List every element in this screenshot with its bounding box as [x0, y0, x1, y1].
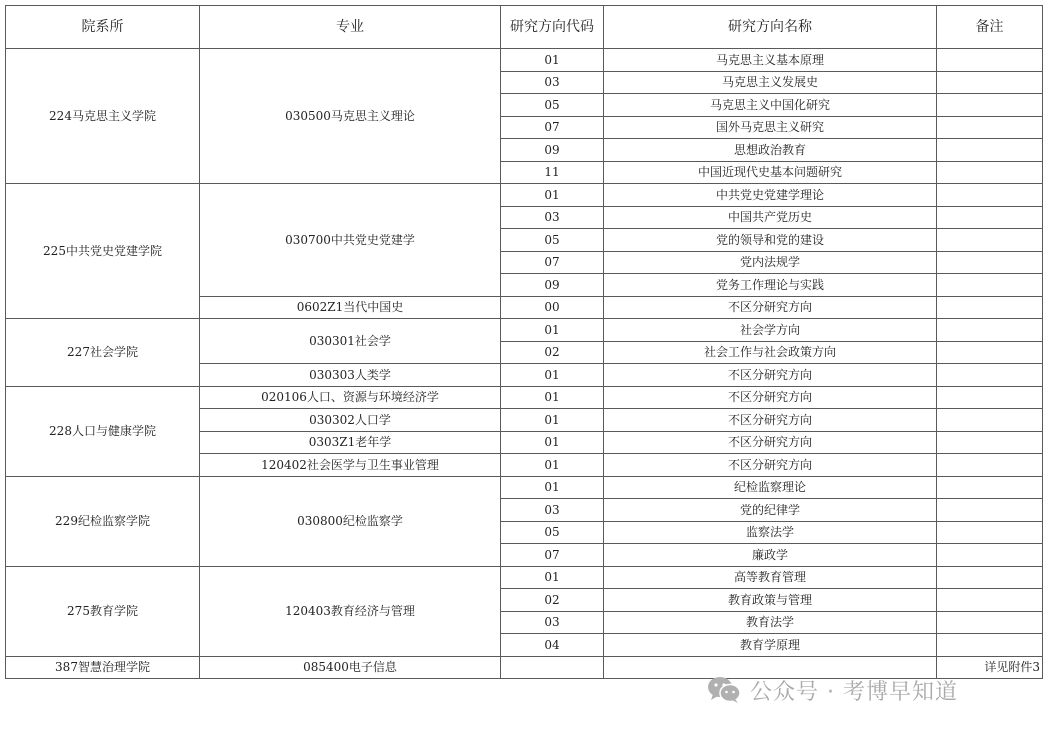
note-cell [937, 521, 1043, 544]
direction-code-cell: 01 [501, 454, 604, 477]
direction-name-cell: 国外马克思主义研究 [604, 116, 937, 139]
major-cell: 120402社会医学与卫生事业管理 [200, 454, 501, 477]
dept-cell: 225中共党史党建学院 [6, 184, 200, 319]
direction-name-cell: 社会学方向 [604, 319, 937, 342]
direction-name-cell: 马克思主义发展史 [604, 71, 937, 94]
direction-code-cell: 05 [501, 229, 604, 252]
note-cell [937, 634, 1043, 657]
table-row [6, 319, 1043, 342]
dept-cell: 227社会学院 [6, 319, 200, 387]
table-body [6, 49, 1043, 679]
header-major: 专业 [200, 6, 501, 49]
watermark-text: 公众号 · 考博早知道 [750, 679, 958, 705]
direction-code-cell: 01 [501, 386, 604, 409]
note-cell [937, 161, 1043, 184]
direction-code-cell: 09 [501, 274, 604, 297]
direction-name-cell: 不区分研究方向 [604, 296, 937, 319]
direction-name-cell: 马克思主义基本原理 [604, 49, 937, 72]
direction-name-cell: 党的纪律学 [604, 499, 937, 522]
direction-code-cell: 00 [501, 296, 604, 319]
direction-code-cell [501, 656, 604, 679]
dept-cell: 228人口与健康学院 [6, 386, 200, 476]
table-row [6, 476, 1043, 499]
major-cell: 0303Z1老年学 [200, 431, 501, 454]
major-cell: 030800纪检监察学 [200, 476, 501, 566]
major-cell: 030303人类学 [200, 364, 501, 387]
major-cell: 0602Z1当代中国史 [200, 296, 501, 319]
direction-code-cell: 07 [501, 116, 604, 139]
note-cell: 详见附件3 [937, 656, 1043, 679]
major-cell: 030500马克思主义理论 [200, 49, 501, 184]
note-cell [937, 184, 1043, 207]
direction-code-cell: 04 [501, 634, 604, 657]
direction-code-cell: 05 [501, 521, 604, 544]
note-cell [937, 341, 1043, 364]
direction-name-cell: 党的领导和党的建设 [604, 229, 937, 252]
table-row [6, 386, 1043, 409]
direction-code-cell: 05 [501, 94, 604, 117]
note-cell [937, 431, 1043, 454]
note-cell [937, 409, 1043, 432]
note-cell [937, 71, 1043, 94]
direction-name-cell: 马克思主义中国化研究 [604, 94, 937, 117]
direction-name-cell: 党内法规学 [604, 251, 937, 274]
direction-code-cell: 11 [501, 161, 604, 184]
direction-name-cell: 不区分研究方向 [604, 386, 937, 409]
note-cell [937, 566, 1043, 589]
header-note: 备注 [937, 6, 1043, 49]
direction-code-cell: 01 [501, 49, 604, 72]
direction-code-cell: 07 [501, 251, 604, 274]
table-row [6, 49, 1043, 72]
note-cell [937, 251, 1043, 274]
major-cell: 030302人口学 [200, 409, 501, 432]
note-cell [937, 116, 1043, 139]
header-dept: 院系所 [6, 6, 200, 49]
major-cell: 030700中共党史党建学 [200, 184, 501, 297]
wechat-icon [706, 675, 742, 705]
direction-code-cell: 03 [501, 499, 604, 522]
note-cell [937, 364, 1043, 387]
direction-name-cell: 中国共产党历史 [604, 206, 937, 229]
dept-cell: 229纪检监察学院 [6, 476, 200, 566]
direction-code-cell: 03 [501, 206, 604, 229]
direction-name-cell: 社会工作与社会政策方向 [604, 341, 937, 364]
direction-code-cell: 01 [501, 431, 604, 454]
note-cell [937, 476, 1043, 499]
dept-cell: 224马克思主义学院 [6, 49, 200, 184]
table-row [6, 184, 1043, 207]
major-cell: 085400电子信息 [200, 656, 501, 679]
direction-code-cell: 01 [501, 409, 604, 432]
direction-name-cell: 高等教育管理 [604, 566, 937, 589]
note-cell [937, 274, 1043, 297]
direction-name-cell: 监察法学 [604, 521, 937, 544]
note-cell [937, 94, 1043, 117]
direction-name-cell: 教育法学 [604, 611, 937, 634]
direction-name-cell: 思想政治教育 [604, 139, 937, 162]
direction-code-cell: 02 [501, 341, 604, 364]
major-cell: 030301社会学 [200, 319, 501, 364]
note-cell [937, 296, 1043, 319]
direction-code-cell: 01 [501, 566, 604, 589]
note-cell [937, 139, 1043, 162]
table-header-row [6, 6, 1043, 49]
note-cell [937, 454, 1043, 477]
note-cell [937, 589, 1043, 612]
direction-code-cell: 09 [501, 139, 604, 162]
note-cell [937, 611, 1043, 634]
direction-code-cell: 03 [501, 611, 604, 634]
direction-name-cell: 不区分研究方向 [604, 364, 937, 387]
header-code: 研究方向代码 [501, 6, 604, 49]
watermark [706, 674, 958, 706]
direction-code-cell: 01 [501, 319, 604, 342]
major-cell: 020106人口、资源与环境经济学 [200, 386, 501, 409]
direction-name-cell: 纪检监察理论 [604, 476, 937, 499]
note-cell [937, 499, 1043, 522]
table-row [6, 566, 1043, 589]
direction-code-cell: 02 [501, 589, 604, 612]
direction-name-cell: 廉政学 [604, 544, 937, 567]
note-cell [937, 229, 1043, 252]
direction-name-cell: 教育学原理 [604, 634, 937, 657]
note-cell [937, 544, 1043, 567]
note-cell [937, 386, 1043, 409]
dept-cell: 275教育学院 [6, 566, 200, 656]
direction-name-cell: 不区分研究方向 [604, 409, 937, 432]
direction-code-cell: 01 [501, 184, 604, 207]
header-name: 研究方向名称 [604, 6, 937, 49]
dept-cell: 387智慧治理学院 [6, 656, 200, 679]
direction-name-cell: 党务工作理论与实践 [604, 274, 937, 297]
direction-name-cell: 不区分研究方向 [604, 431, 937, 454]
major-cell: 120403教育经济与管理 [200, 566, 501, 656]
direction-name-cell: 教育政策与管理 [604, 589, 937, 612]
direction-code-cell: 01 [501, 476, 604, 499]
direction-name-cell: 中国近现代史基本问题研究 [604, 161, 937, 184]
direction-name-cell: 不区分研究方向 [604, 454, 937, 477]
note-cell [937, 206, 1043, 229]
direction-code-cell: 03 [501, 71, 604, 94]
note-cell [937, 49, 1043, 72]
direction-name-cell: 中共党史党建学理论 [604, 184, 937, 207]
direction-code-cell: 07 [501, 544, 604, 567]
research-directions-table [5, 5, 1043, 679]
note-cell [937, 319, 1043, 342]
direction-code-cell: 01 [501, 364, 604, 387]
